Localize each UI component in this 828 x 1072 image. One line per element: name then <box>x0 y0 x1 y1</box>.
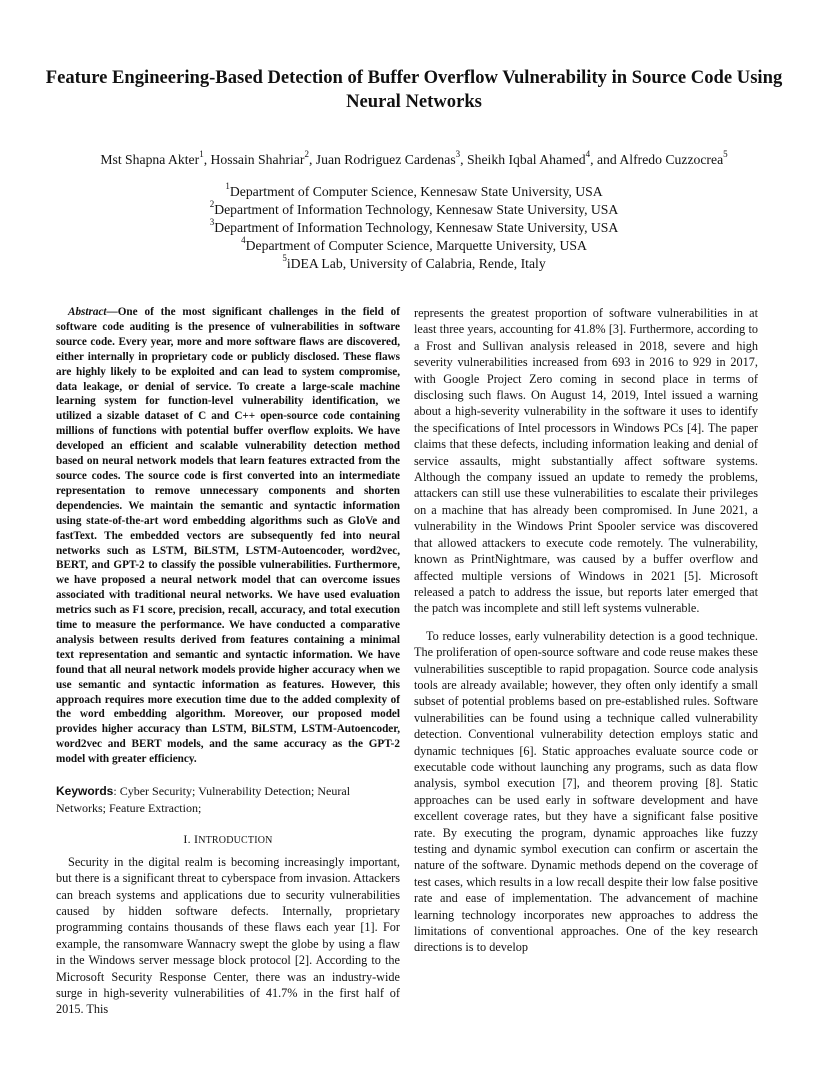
affiliation: $^5$iDEA Lab, University of Calabria, Rende, Italy <box>282 253 546 271</box>
paper-title: Feature Engineering-Based Detection of Buffer Overflow Vulnerability in Source Code Using Neural Networks <box>45 67 783 112</box>
body-paragraph: represents the greatest proportion of software vulnerabilities in at least three years, accounting for 41.8% [3]. Furthermore, according to a Frost and Sullivan analysis released in 2018, severe and high severity vulnerabilities increased from 693 in 2016 to 929 in 2017, with Google Project Zero coming in second place in terms of disclosing such flaws. On August 14, 2019, Intel issued a warning about a high-severity vulnerability in the software it uses to identify the specifications of Intel processors in Windows PCs [4]. The paper claims that these defects, including information leaking and denial of service assaults, might substantially affect software systems. Although the company issued an update to remedy the problems, attackers can still use these vulnerabilities to escalate their privileges on a machine that has already been compromised. In June 2021, a vulnerability in the Windows Print Spooler service was discovered that allowed attackers to execute code remotely. The vulnerability, known as PrintNightmare, was caused by a buffer overflow and affected multiple versions of Windows in 2021 [5]. Microsoft released a patch to address the issue, but reports later emerged that the patch was incomplete and still left systems vulnerable. <box>414 306 758 616</box>
keywords: Keywords: Cyber Security; Vulnerability Detection; Neural Networks; Feature Extraction; <box>56 784 351 815</box>
abstract-text: —One of the most significant challenges in the field of software code auditing is the presence of vulnerabilities in software source code. Every year, more and more software flaws are discovered, either internally in proprietary code or publicly disclosed. These flaws are highly likely to be exploited and can lead to system compromise, data leakage, or denial of service. To create a large-scale machine learning system for function-level vulnerability identification, we utilized a sizable dataset of C and C++ open-source code containing millions of functions with potential buffer overflow exploits. We have developed an efficient and scalable vulnerability detection method based on neural network models that learn features extracted from the source codes. The source code is first converted into an intermediate representation to remove unnecessary components and shorten dependencies. We maintain the semantic and syntactic information using state-of-the-art word embedding algorithms such as GloVe and fastText. The embedded vectors are subsequently fed into neural networks such as LSTM, BiLSTM, LSTM-Autoencoder, word2vec, BERT, and GPT-2 to classify the possible vulnerabilities. Furthermore, we have proposed a neural network model that can overcome issues associated with traditional neural networks. We have used evaluation metrics such as F1 score, precision, recall, accuracy, and total execution time to measure the performance. We have conducted a comparative analysis between results derived from features containing a minimal text representation and semantic and syntactic information. We have found that all neural network models provide higher accuracy when we use semantic and syntactic information as features. However, this approach requires more execution time due to the added complexity of the word embedding algorithm. Moreover, our proposed model provides higher accuracy than LSTM, BiLSTM, LSTM-Autoencoder, word2vec and BERT models, and the same accuracy as the GPT-2 model with greater efficiency. <box>56 306 400 766</box>
author: Alfredo Cuzzocrea$^5$ <box>619 149 728 167</box>
abstract <box>56 305 400 767</box>
author: Juan Rodriguez Cardenas$^3$, <box>315 149 468 167</box>
author: Mst Shapna Akter$^1$, <box>100 149 211 167</box>
affiliation: $^4$Department of Computer Science, Marquette University, USA <box>241 235 587 253</box>
keywords-label: Keywords <box>56 784 114 799</box>
affiliation: $^1$Department of Computer Science, Kennesaw State University, USA <box>225 181 603 199</box>
affiliation-list <box>60 183 768 273</box>
keywords-text: Cyber Security; Vulnerability Detection; Neural Networks; Feature Extraction; <box>56 784 351 815</box>
abstract-label: Abstract <box>68 306 107 318</box>
section-heading-introduction: I. INTRODUCTION <box>183 832 273 847</box>
body-paragraph: To reduce losses, early vulnerability detection is a good technique. The proliferation of open-source software and code reuse makes these vulnerabilities susceptible to rapid propagation. Source code analysis tools are already available; however, they often only identify a small subset of potential problems based on pre-established rules. Software vulnerabilities can be found using a technique called vulnerability detection. Conventional vulnerability detection employs static and dynamic techniques [6]. Static approaches evaluate source code or executable code without launching any programs, such as data flow analysis, symbol execution [7], and theorem proving [8]. Static approaches can be used early in software development and have excellent coverage rates, but they have a significant false positive rate. By executing the program, dynamic approaches like fuzzy testing and dynamic symbol execution can confirm or ascertain the nature of the software. Dynamic methods depend on the coverage of test cases, which results in a low recall despite their low false positive rate and ease of implementation. The advancement of machine learning technology incorporates new approaches to address the limitations of conventional approaches. One of the key research directions is to develop <box>414 628 758 955</box>
affiliation: $^2$Department of Information Technology, Kennesaw State University, USA <box>209 199 619 217</box>
author: Hossain Shahriar$^2$, <box>210 149 316 167</box>
author-list <box>20 151 808 169</box>
body-paragraph: Security in the digital realm is becoming increasingly important, but there is a significant threat to cyberspace from invasion. Attackers can breach systems and applications due to security vulnerabilities caused by hidden software defects. Internally, proprietary programming contains thousands of these flaws each year [1]. For example, the ransomware Wannacry swept the globe by using a flaw in the Windows server message block protocol [2]. According to the Microsoft Security Response Center, there was an industry-wide surge in high-severity vulnerabilities of 41.7% in the first half of 2015. This <box>56 854 400 1017</box>
right-column <box>414 305 758 956</box>
affiliation: $^3$Department of Information Technology, Kennesaw State University, USA <box>209 217 619 235</box>
author: Sheikh Iqbal Ahamed$^4$, and <box>467 149 620 167</box>
left-column <box>56 305 400 1018</box>
